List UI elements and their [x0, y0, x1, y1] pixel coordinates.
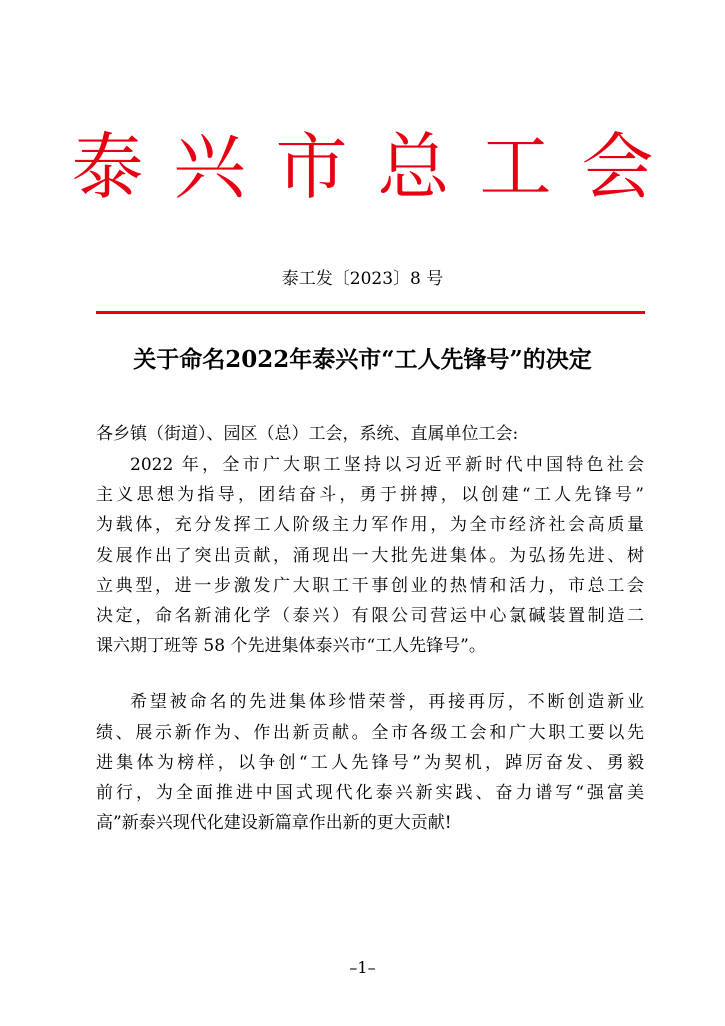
paragraph-line: 主义思想为指导，团结奋斗，勇于拼搏，以创建“工人先锋号” [96, 485, 644, 506]
paragraph-line: 为载体，充分发挥工人阶级主力军作用，为全市经济社会高质量 [96, 515, 644, 536]
document-body [96, 450, 644, 838]
paragraph-line: 2022 年，全市广大职工坚持以习近平新时代中国特色社会 [130, 455, 644, 475]
paragraph-line: 进集体为榜样，以争创“工人先锋号”为契机，踔厉奋发、勇毅 [96, 752, 644, 773]
document-title: 关于命名2022年泰兴市“工人先锋号”的决定 [133, 346, 592, 373]
addressee-line: 各乡镇（街道）、园区（总）工会，系统、直属单位工会: [96, 424, 519, 444]
masthead-org-name: 泰兴市总工会 [71, 125, 684, 209]
paragraph-line: 决定，命名新浦化学（泰兴）有限公司营运中心氯碱装置制造二 [96, 605, 644, 626]
paragraph-line: 课六期丁班等 58 个先进集体泰兴市“工人先锋号”。 [96, 636, 486, 657]
paragraph-line: 立典型，进一步激发广大职工干事创业的热情和活力，市总工会 [96, 575, 644, 596]
page-number: –1– [349, 958, 376, 977]
red-divider-line [96, 311, 645, 314]
paragraph-line: 前行，为全面推进中国式现代化泰兴新实践、奋力谱写“强富美 [96, 782, 644, 803]
document-number: 泰工发〔2023〕8 号 [281, 269, 444, 289]
paragraph-line: 发展作出了突出贡献，涌现出一大批先进集体。为弘扬先进、树 [96, 545, 644, 566]
paragraph-line: 希望被命名的先进集体珍惜荣誉，再接再厉，不断创造新业 [130, 692, 644, 713]
paragraph-line: 绩、展示新作为、作出新贡献。全市各级工会和广大职工要以先 [96, 722, 644, 743]
paragraph-gap [96, 661, 644, 687]
paragraph-line: 高”新泰兴现代化建设新篇章作出新的更大贡献! [96, 813, 452, 834]
